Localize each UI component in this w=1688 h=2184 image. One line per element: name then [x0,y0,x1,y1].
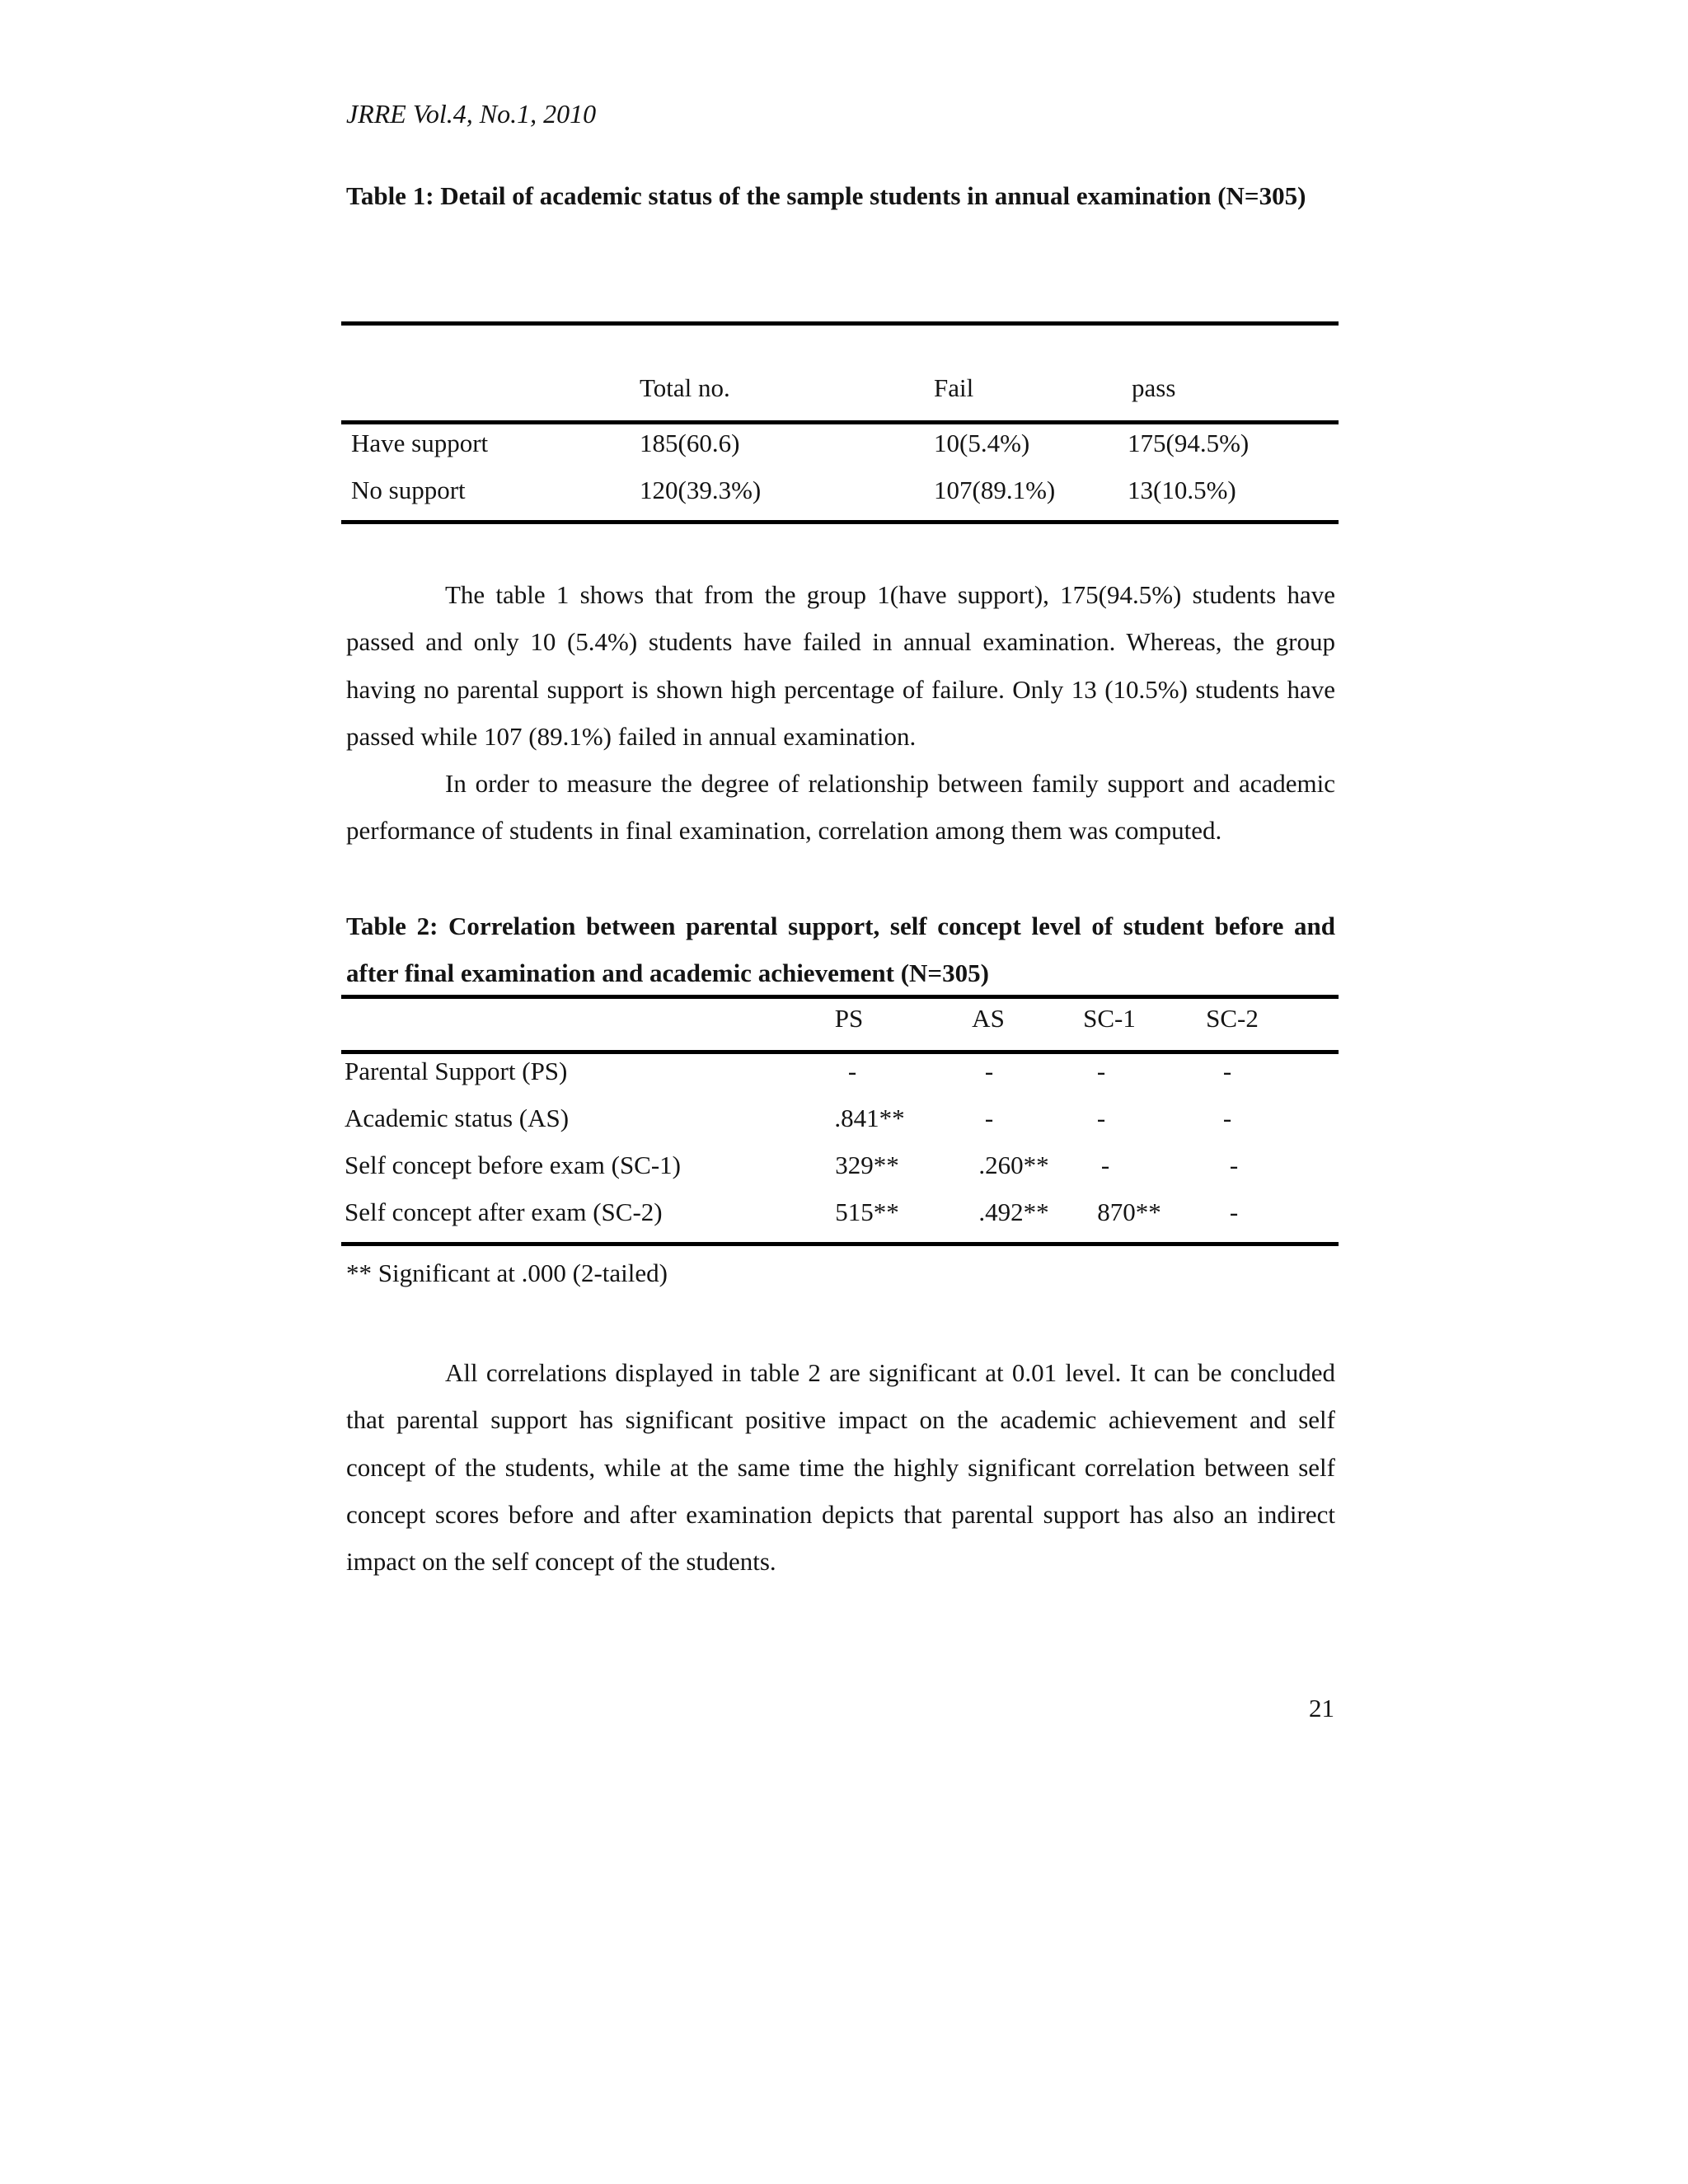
table2-header-as: AS [972,1004,1005,1033]
table2-cell: .841** [834,1104,905,1132]
table2-cell: - [1229,1151,1239,1179]
table2-header-sc1: SC-1 [1083,1004,1136,1033]
table2-cell: .260** [978,1151,1049,1179]
running-head: JRRE Vol.4, No.1, 2010 [346,99,597,129]
table1-cell: 13(10.5%) [1128,476,1236,504]
table2-bottom-rule [341,1242,1339,1246]
page-number: 21 [1309,1694,1334,1722]
table1-row-label: Have support [351,429,489,457]
table2-footnote: ** Significant at .000 (2-tailed) [346,1258,668,1287]
table2-cell: 870** [1097,1197,1161,1226]
table1-cell: 175(94.5%) [1128,429,1250,457]
table1-caption: Table 1: Detail of academic status of the sample students in annual examination (N=305) [346,181,1306,210]
table1-cell: 107(89.1%) [934,476,1056,504]
table2-cell: - [1222,1057,1232,1085]
paragraph-3 [346,1349,1335,1585]
paragraph-1 [346,571,1335,760]
table2-header-rule [341,1050,1339,1054]
paragraph-2-text: In order to measure the degree of relationship between family support and academic performance of students in final examination, correlation among them was computed. [346,769,1335,846]
table2-cell: 515** [835,1197,899,1226]
table2-cell: - [984,1104,994,1132]
paragraph-2 [346,760,1335,855]
table1-cell: 185(60.6) [640,429,740,457]
table2-row-label: Parental Support (PS) [345,1057,568,1085]
table2-cell: 329** [835,1151,899,1179]
table2-top-rule [341,995,1339,999]
table2-cell: - [984,1057,994,1085]
table1-row-label: No support [351,476,466,504]
table2-cell: - [847,1057,857,1085]
table2-cell: - [1229,1197,1239,1226]
table2-row-label: Self concept after exam (SC-2) [345,1197,663,1226]
table2-header-ps: PS [834,1004,864,1033]
table2-header-sc2: SC-2 [1206,1004,1259,1033]
table1-cell: 120(39.3%) [640,476,762,504]
table1-header-pass: pass [1132,373,1176,402]
table2-row-label: Academic status (AS) [345,1104,570,1132]
paragraph-3-text: All correlations displayed in table 2 are significant at 0.01 level. It can be concluded that parental support has significant positive impact on the academic achievement and self concept of the students, while at the same time the highly significant correlation between self concept scores before and after examination depicts that parental support has also an indirect impact on the self concept of the students. [346,1358,1335,1577]
table1-header-rule [341,420,1339,424]
table1-header-total: Total no. [640,373,730,402]
table2-cell: - [1222,1104,1232,1132]
table1-top-rule [341,321,1339,326]
table1-header-fail: Fail [934,373,974,402]
paragraph-1-text: The table 1 shows that from the group 1(have support), 175(94.5%) students have passed and only 10 (5.4%) students have failed in annual examination. Whereas, the group having no parental support is shown high percentage of failure. Only 13 (10.5%) students have passed while 107 (89.1%) failed in annual examination. [346,580,1335,751]
table2-cell: - [1100,1151,1110,1179]
table1-cell: 10(5.4%) [934,429,1030,457]
table2-caption: Table 2: Correlation between parental support, self concept level of student before and after final examination and academic achievement (N=305) [346,912,1335,987]
table2-cell: .492** [978,1197,1049,1226]
table1-bottom-rule [341,520,1339,524]
table2-row-label: Self concept before exam (SC-1) [345,1151,682,1179]
table2-cell: - [1096,1104,1106,1132]
table2-cell: - [1096,1057,1106,1085]
